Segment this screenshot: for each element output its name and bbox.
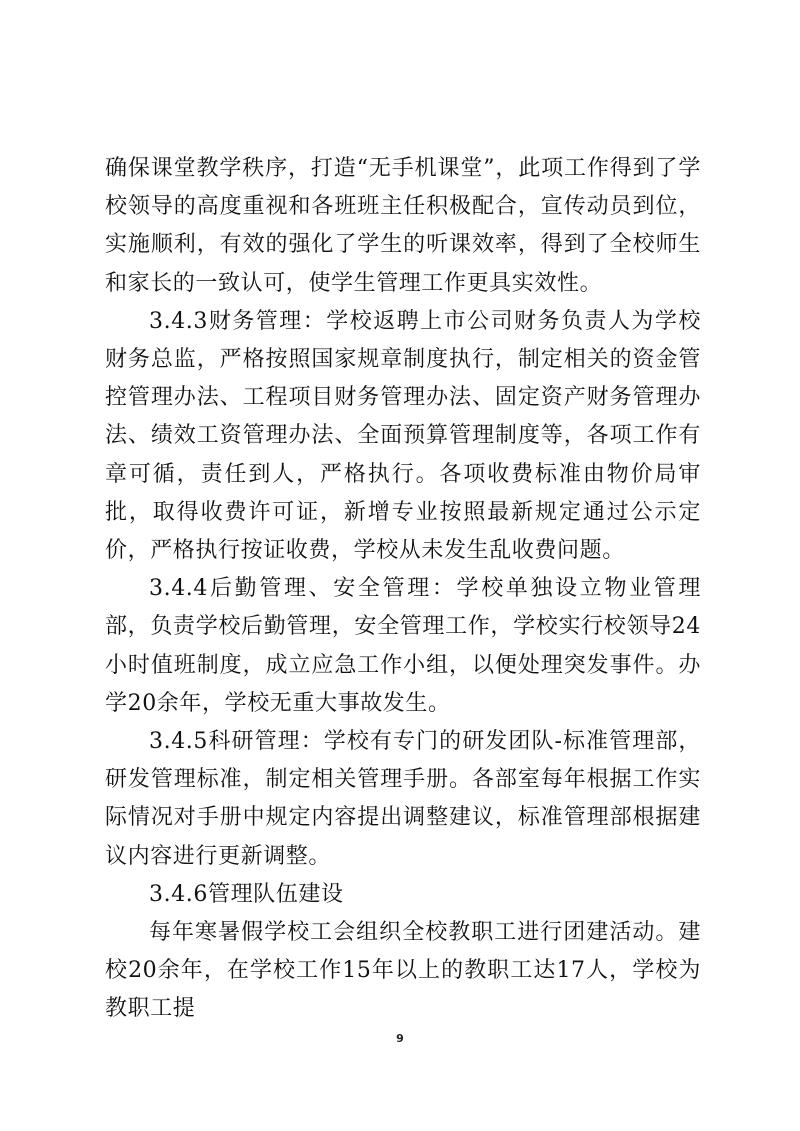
- paragraph-finance-management: 3.4.3财务管理：学校返聘上市公司财务负责人为学校财务总监，严格按照国家规章制度执行，制定相关的资金管控管理办法、工程项目财务管理办法、固定资产财务管理办法、绩效工资管理办法、全面预算管理制度等，各项工作有章可循，责任到人，严格执行。各项收费标准由物价局审批，取得收费许可证，新增专业按照最新规定通过公示定价，严格执行按证收费，学校从未发生乱收费问题。: [105, 308, 701, 564]
- paragraph-research-management: 3.4.5科研管理：学校有专门的研发团队-标准管理部，研发管理标准，制定相关管理手册。各部室每年根据工作实际情况对手册中规定内容提出调整建议，标准管理部根据建议内容进行更新调整。: [105, 729, 701, 869]
- paragraph-continued: 确保课堂教学秩序，打造“无手机课堂”，此项工作得到了学校领导的高度重视和各班班主任积极配合，宣传动员到位，实施顺利，有效的强化了学生的听课效率，得到了全校师生和家长的一致认可，使学生管理工作更具实效性。: [105, 156, 701, 296]
- section-heading-management-team: 3.4.6管理队伍建设: [149, 881, 344, 907]
- paragraph-team-building: 每年寒暑假学校工会组织全校教职工进行团建活动。建校20余年，在学校工作15年以上的教职工达17人，学校为教职工提: [105, 920, 701, 1022]
- paragraph-logistics-safety-management: 3.4.4后勤管理、安全管理：学校单独设立物业管理部，负责学校后勤管理，安全管理工作，学校实行校领导24小时值班制度，成立应急工作小组，以便处理突发事件。办学20余年，学校无重大事故发生。: [105, 576, 701, 716]
- page-number: 9: [396, 1032, 404, 1045]
- body-text: [105, 150, 701, 1029]
